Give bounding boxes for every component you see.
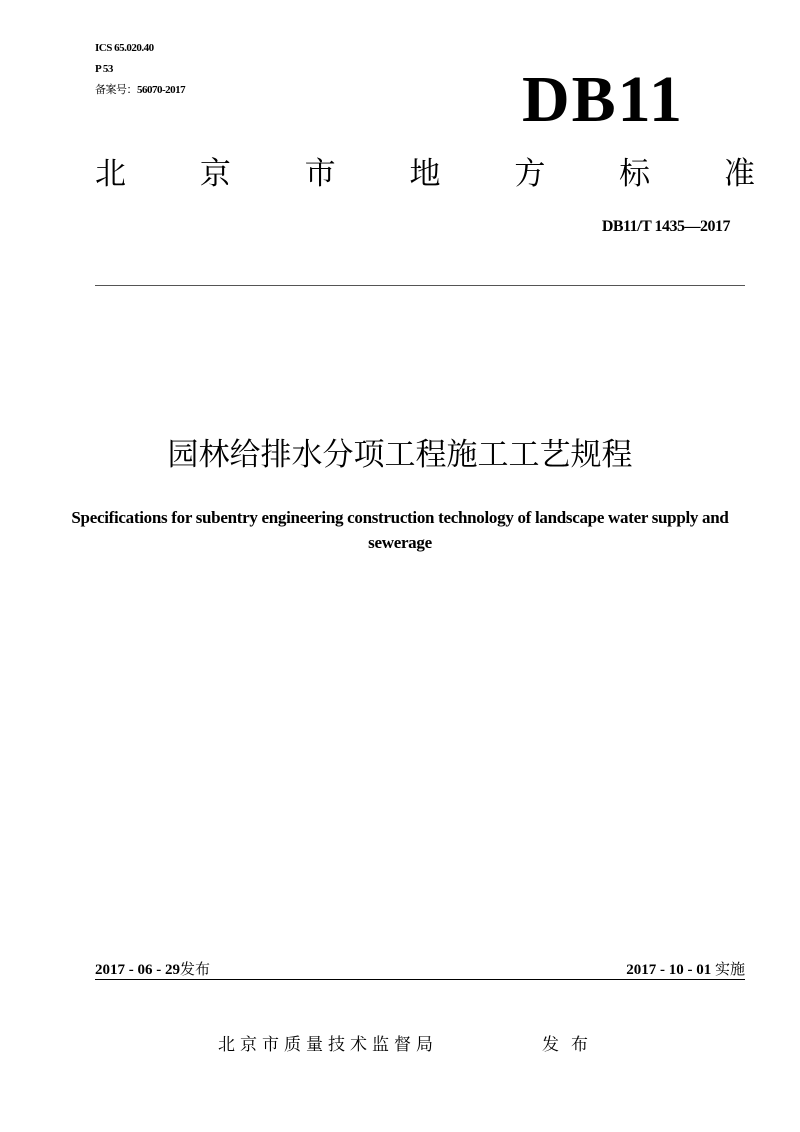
header-divider — [95, 285, 745, 286]
implement-date — [626, 958, 745, 979]
implement-date-value: 2017 - 10 - 01 — [626, 962, 712, 978]
standard-type-char: 方 — [514, 156, 546, 192]
standard-type-char: 准 — [723, 156, 755, 192]
issue-label: 发布 — [542, 1035, 600, 1055]
release-date — [95, 958, 210, 979]
footer-divider — [95, 979, 745, 980]
ics-code: ICS 65.020.40 — [95, 42, 154, 54]
record-label: 备案号： — [95, 83, 137, 96]
record-value: 56070-2017 — [137, 84, 186, 96]
release-label: 发布 — [180, 960, 211, 978]
standard-code-logo: DB11 — [522, 63, 685, 136]
document-title-cn: 园林给排水分项工程施工工艺规程 — [167, 437, 633, 473]
standard-type-char: 地 — [409, 156, 441, 192]
standard-type-char: 市 — [304, 156, 336, 192]
record-number — [95, 82, 185, 98]
document-title-en: Specifications for subentry engineering construction technology of landscape water supply and sewerage — [71, 508, 729, 552]
standard-number: DB11/T 1435—2017 — [601, 218, 730, 235]
standard-type-char: 北 — [95, 156, 126, 192]
release-date-value: 2017 - 06 - 29 — [95, 962, 180, 978]
implement-label: 实施 — [714, 960, 745, 978]
issuing-authority: 北京市质量技术监督局 — [218, 1035, 438, 1055]
ccs-code: P 53 — [95, 63, 113, 75]
standard-type — [95, 154, 755, 194]
standard-type-char: 标 — [619, 156, 651, 192]
standard-type-char: 京 — [199, 156, 231, 192]
